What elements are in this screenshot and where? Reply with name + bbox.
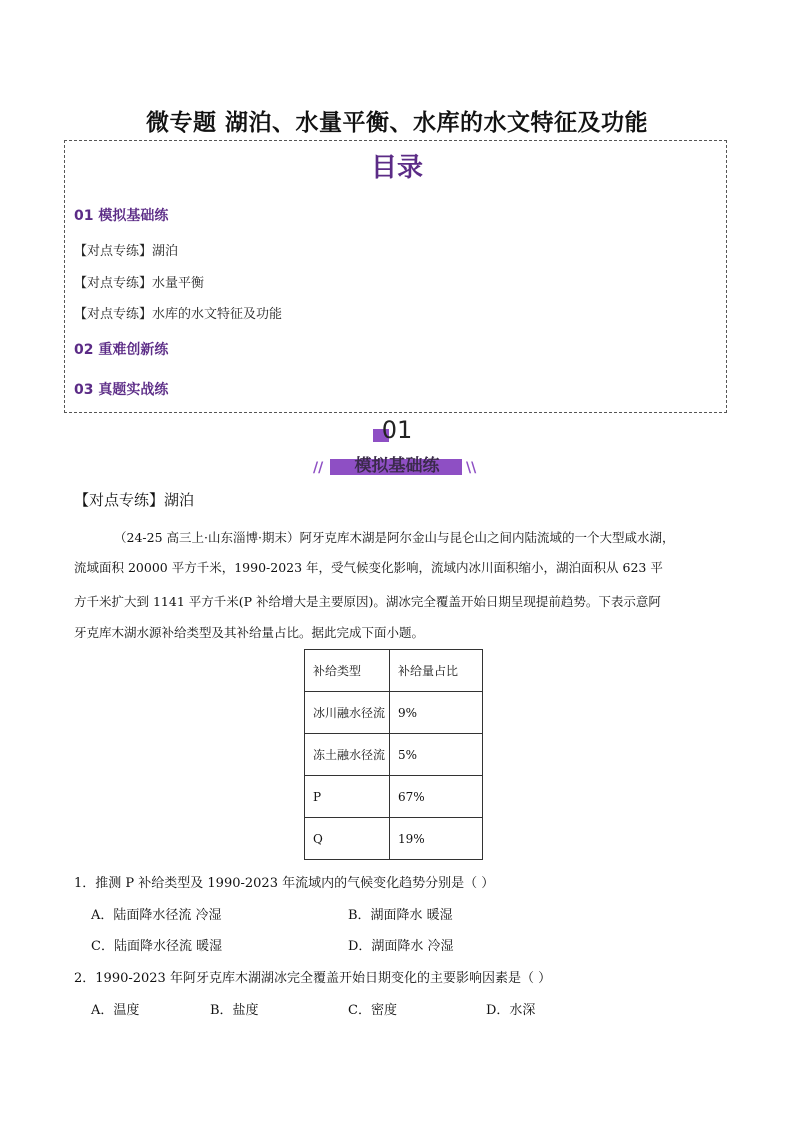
question-1-option-b[interactable]: B．湖面降水 暖湿 bbox=[348, 908, 453, 923]
table-header-cell: 补给类型 bbox=[305, 650, 390, 692]
question-1-option-c[interactable]: C．陆面降水径流 暖湿 bbox=[91, 939, 223, 954]
toc-section-3[interactable]: 03 真题实战练 bbox=[74, 382, 169, 398]
table-cell: 冰川融水径流 bbox=[305, 692, 390, 734]
table-row bbox=[305, 818, 483, 860]
table-cell: 67% bbox=[390, 776, 483, 818]
table-cell: 19% bbox=[390, 818, 483, 860]
passage-line-4: 牙克库木湖水源补给类型及其补给量占比。据此完成下面小题。 bbox=[74, 625, 425, 640]
toc-item-water-balance[interactable]: 【对点专练】水量平衡 bbox=[74, 276, 205, 291]
toc-section-1[interactable]: 01 模拟基础练 bbox=[74, 208, 169, 224]
table-cell: P bbox=[305, 776, 390, 818]
section-number: 01 bbox=[381, 416, 413, 444]
question-2-option-c[interactable]: C．密度 bbox=[348, 1003, 397, 1018]
table-cell: Q bbox=[305, 818, 390, 860]
topic-heading: 【对点专练】湖泊 bbox=[74, 491, 195, 509]
question-1-option-a[interactable]: A．陆面降水径流 冷湿 bbox=[91, 908, 222, 923]
banner-slash-right: \\ bbox=[466, 460, 477, 476]
question-1-stem: 1．推测 P 补给类型及 1990-2023 年流域内的气候变化趋势分别是（ ） bbox=[74, 876, 495, 891]
passage-line-2: 流域面积 20000 平方千米，1990-2023 年，受气候变化影响，流域内冰川面积缩小，湖泊面积从 623 平 bbox=[74, 560, 663, 575]
table-row bbox=[305, 776, 483, 818]
question-1-option-d[interactable]: D．湖面降水 冷湿 bbox=[348, 939, 454, 954]
table-row bbox=[305, 734, 483, 776]
table-header-cell: 补给量占比 bbox=[390, 650, 483, 692]
supply-table bbox=[304, 649, 483, 860]
question-2-option-a[interactable]: A．温度 bbox=[91, 1003, 140, 1018]
table-cell: 冻土融水径流 bbox=[305, 734, 390, 776]
toc-section-2[interactable]: 02 重难创新练 bbox=[74, 342, 169, 358]
table-header-row bbox=[305, 650, 483, 692]
table-cell: 9% bbox=[390, 692, 483, 734]
table-row bbox=[305, 692, 483, 734]
toc-item-reservoir[interactable]: 【对点专练】水库的水文特征及功能 bbox=[74, 307, 283, 322]
page-title: 微专题 湖泊、水量平衡、水库的水文特征及功能 bbox=[145, 110, 648, 136]
passage-line-3: 方千米扩大到 1141 平方千米(P 补给增大是主要原因)。湖冰完全覆盖开始日期呈现提前趋势。下表示意阿 bbox=[74, 594, 661, 609]
question-2-stem: 2．1990-2023 年阿牙克库木湖湖冰完全覆盖开始日期变化的主要影响因素是（ ） bbox=[74, 971, 552, 986]
banner-slash-left: // bbox=[313, 460, 324, 476]
toc-heading: 目录 bbox=[370, 153, 423, 183]
toc-item-lake[interactable]: 【对点专练】湖泊 bbox=[74, 244, 179, 259]
table-cell: 5% bbox=[390, 734, 483, 776]
section-banner-label: 模拟基础练 bbox=[354, 456, 440, 476]
question-2-option-d[interactable]: D．水深 bbox=[486, 1003, 536, 1018]
question-2-option-b[interactable]: B．盐度 bbox=[210, 1003, 259, 1018]
passage-line-1: （24-25 高三上·山东淄博·期末）阿牙克库木湖是阿尔金山与昆仑山之间内陆流域的一个大型咸水湖， bbox=[114, 530, 675, 545]
